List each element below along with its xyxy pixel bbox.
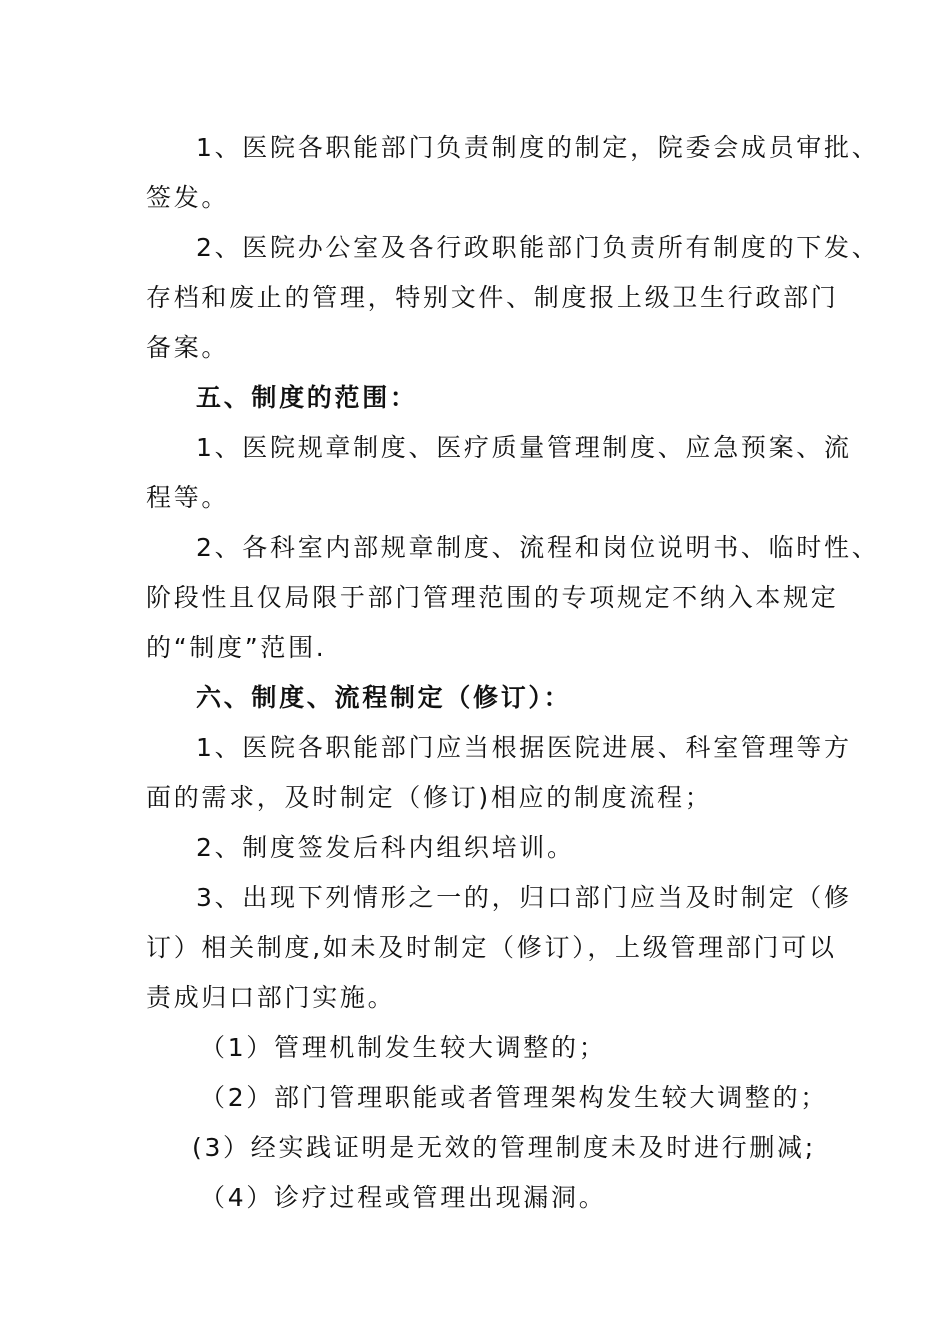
paragraph-line: 责成归口部门实施。 [146, 983, 396, 1012]
paragraph-line: 阶段性且仅局限于部门管理范围的专项规定不纳入本规定 [146, 583, 839, 612]
paragraph-line: 2、制度签发后科内组织培训。 [196, 833, 575, 862]
paragraph-line: 存档和废止的管理，特别文件、制度报上级卫生行政部门 [146, 283, 839, 312]
paragraph-line: 备案。 [146, 333, 230, 362]
list-item-3: (3）经实践证明是无效的管理制度未及时进行删减; [192, 1133, 816, 1162]
paragraph-line: 订）相关制度,如未及时制定（修订），上级管理部门可以 [146, 933, 837, 962]
section-heading-5: 五、制度的范围： [196, 383, 418, 412]
paragraph-line: 2、各科室内部规章制度、流程和岗位说明书、临时性、 [196, 533, 880, 562]
paragraph-line: 2、医院办公室及各行政职能部门负责所有制度的下发、 [196, 233, 880, 262]
paragraph-line: 面的需求，及时制定（修订)相应的制度流程； [146, 783, 713, 812]
paragraph-line: 1、医院规章制度、医疗质量管理制度、应急预案、流 [196, 433, 852, 462]
paragraph-line: 程等。 [146, 483, 230, 512]
list-item-1: （1）管理机制发生较大调整的； [200, 1033, 607, 1062]
paragraph-line: 1、医院各职能部门负责制度的制定，院委会成员审批、 [196, 133, 880, 162]
list-item-2: （2）部门管理职能或者管理架构发生较大调整的； [200, 1083, 829, 1112]
paragraph-line: 签发。 [146, 183, 230, 212]
section-heading-6: 六、制度、流程制定（修订）： [196, 683, 572, 712]
paragraph-line: 1、医院各职能部门应当根据医院进展、科室管理等方 [196, 733, 852, 762]
paragraph-line: 的“制度”范围. [146, 633, 327, 662]
paragraph-line: 3、出现下列情形之一的，归口部门应当及时制定（修 [196, 883, 852, 912]
list-item-4: （4）诊疗过程或管理出现漏洞。 [200, 1183, 607, 1212]
